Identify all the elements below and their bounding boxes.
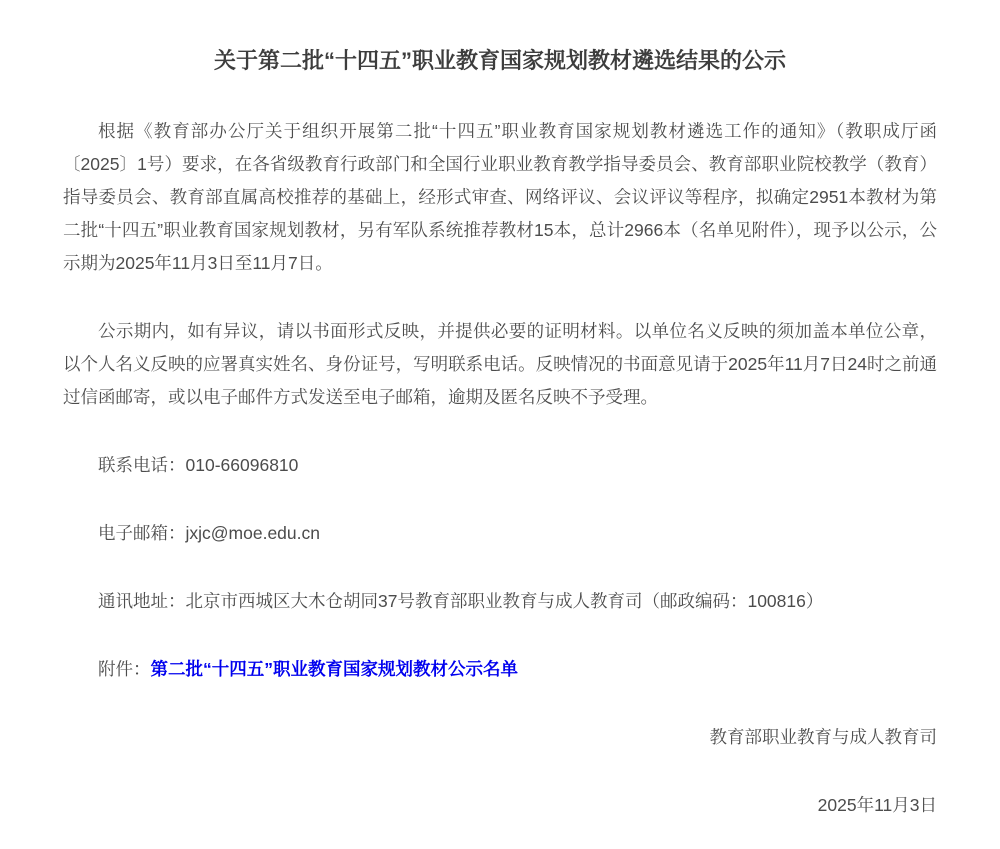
paragraph-objection-instructions: 公示期内，如有异议，请以书面形式反映，并提供必要的证明材料。以单位名义反映的须加盖本单位公章，以个人名义反映的应署真实姓名、身份证号，写明联系电话。反映情况的书面意见请于2025年11月7日24时之前通过信函邮寄，或以电子邮件方式发送至电子邮箱，逾期及匿名反映不予受理。 [63,321,937,407]
attachment-label: 附件： [98,659,151,679]
mailing-address: 通讯地址：北京市西城区大木仓胡同37号教育部职业教育与成人教育司（邮政编码：100816） [98,591,824,611]
paragraph-selection-result: 根据《教育部办公厅关于组织开展第二批“十四五”职业教育国家规划教材遴选工作的通知》（教职成厅函〔2025〕1号）要求，在各省级教育行政部门和全国行业职业教育教学指导委员会、教育部职业院校教学（教育）指导委员会、教育部直属高校推荐的基础上，经形式审查、网络评议、会议评议等程序，拟确定2951本教材为第二批“十四五”职业教育国家规划教材，另有军队系统推荐教材15本，总计2966本（名单见附件），现予以公示，公示期为2025年11月3日至11月7日。 [63,121,937,273]
issue-date: 2025年11月3日 [817,795,937,815]
attachment-line [63,653,937,686]
page-title: 关于第二批“十四五”职业教育国家规划教材遴选结果的公示 [213,48,786,73]
attachment-link[interactable]: 第二批“十四五”职业教育国家规划教材公示名单 [150,659,518,679]
notice-document [63,0,937,822]
issuing-department-signature: 教育部职业教育与成人教育司 [709,727,937,747]
contact-email: 电子邮箱：jxjc@moe.edu.cn [98,523,320,543]
contact-phone: 联系电话：010-66096810 [98,455,299,475]
